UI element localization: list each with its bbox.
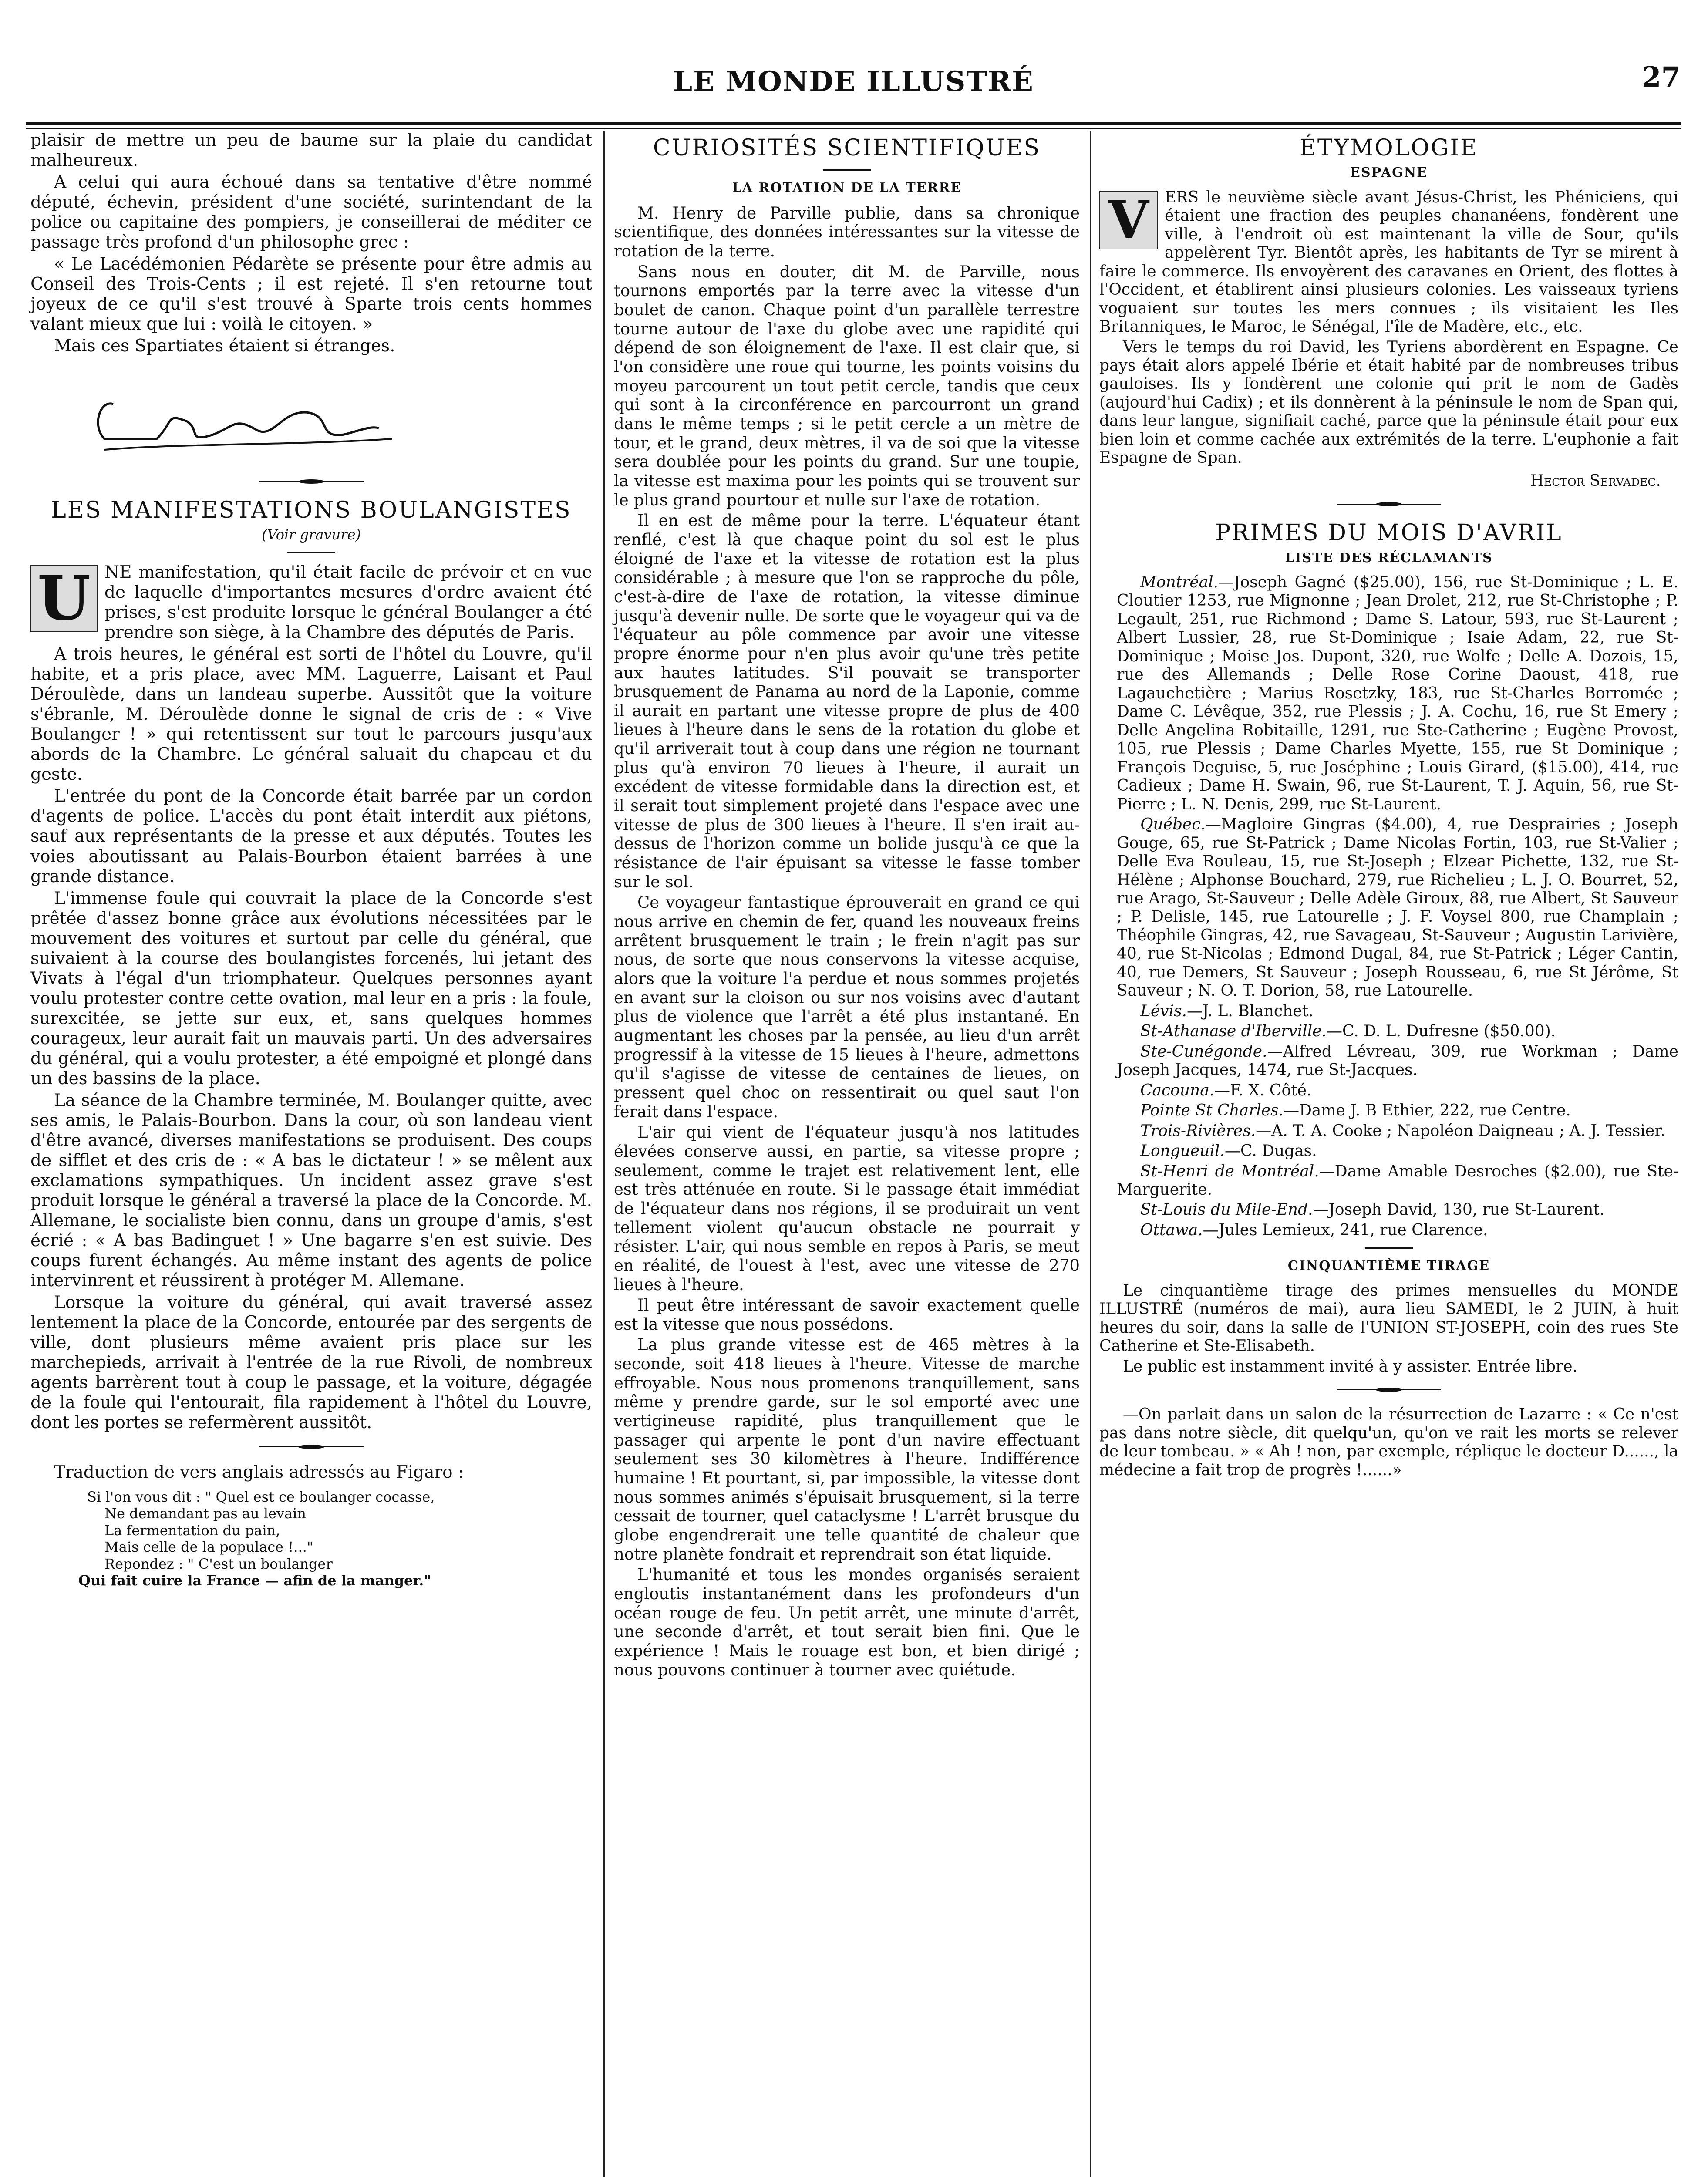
entry-text: —Dame J. B Ethier, 222, rue Centre. [1284,1102,1571,1120]
entry-text: —Joseph David, 130, rue St-Laurent. [1313,1201,1605,1219]
claimant-entry [1099,1122,1678,1140]
paragraph: Le cinquantième tirage des primes mensuelles du MONDE ILLUSTRÉ (numéros de mai), aura lieu SAMEDI, le 2 JUIN, à huit heures du soir, dans la salle de l'UNION ST-JOSEPH, coin des rues Ste Catherine et Ste-Elisabeth. [1099,1281,1678,1355]
entry-text: —C. Dugas. [1224,1142,1317,1160]
signature [30,374,592,465]
entry-place: Ottawa. [1140,1221,1203,1239]
column-1 [30,131,592,1589]
page-number: 27 [1641,61,1681,94]
claimant-entry [1099,1002,1678,1021]
ornament-divider [259,478,364,485]
entry-text: —Magloire Gingras ($4.00), 4, rue Desprairies ; Joseph Gouge, 65, rue St-Patrick ; Dame Nicolas Fortin, 103, rue St-Valier ; Delle Eva Rouleau, 15, rue St-Joseph ; Elzear Pichette, 132, rue St-Hélène ; Alphonse Bouchard, 279, rue Richelieu ; L. J. O. Bourret, 52, rue Arago, St-Sauveur ; Delle Adèle Giroux, 88, rue Albert, St Sauveur ; P. Delisle, 145, rue Latourelle ; J. F. Voysel 800, rue Champlain ; Théophile Gingras, 42, rue Savageau, St-Sauveur ; Augustin Larivière, 40, rue St-Nicolas ; Edmond Dugal, 84, rue St-Patrick ; Léger Cantin, 40, rue Demers, St Sauveur ; Joseph Rousseau, 6, rue St Jérôme, St Sauveur ; N. O. T. Dorion, 58, rue Latourelle. [1117,816,1678,1000]
page-header [26,52,1681,126]
verse-line: La fermentation du pain, [104,1522,280,1539]
verse-line: Qui fait cuire la France — afin de la manger." [78,1572,431,1589]
claimant-entry [1099,1022,1678,1041]
author: Hector Servadec. [1530,472,1661,490]
anecdote: —On parlait dans un salon de la résurrection de Lazarre : « Ce n'est pas dans notre siècle, dit quelqu'un, qu'on ve rait les morts se relever de leur tombeau. » « Ah ! non, par exemple, réplique le docteur D......, la médecine a fait trop de progrès !......» [1099,1405,1678,1479]
entry-place: Trois-Rivières. [1140,1122,1256,1140]
column-divider [603,131,605,2177]
entry-place: Montréal. [1140,573,1219,591]
paragraph: Sans nous en douter, dit M. de Parville, nous tournons emportés par la terre avec la vitesse d'un boulet de canon. Chaque point d'un parallèle terrestre tourne autour de l'axe du globe avec une rapidité qui dépend de son éloignement de l'axe. Il est clair que, si l'on considère une roue qui tourne, les points voisins du moyeu parcourent un tout petit cercle, tandis que ceux qui sont à la circonférence en parcourront un grand dans le même temps ; si le petit cercle a un mètre de tour, et le grand, deux mètres, il va de soi que la vitesse sera doublée pour les points du grand. Sur une toupie, la vitesse est maxima pour les points qui se trouvent sur le plus grand pourtour et nulle sur l'axe de rotation. [614,262,1080,509]
paragraph: Lorsque la voiture du général, qui avait traversé assez lentement la place de la Concorde, entourée par des sergents de ville, dont plusieurs même avaient pris place sur les marchepieds, arrivait à l'entrée de la rue Rivoli, de nombreux agents barrèrent tout à coup le passage, et la voiture, dégagée de la foule qui l'entourait, fila rapidement à l'hôtel du Louvre, dont les portes se refermèrent aussitôt. [30,1292,592,1432]
verse-line: Ne demandant pas au levain [104,1505,306,1522]
paragraph: L'air qui vient de l'équateur jusqu'à nos latitudes élevées conserve aussi, en partie, sa vitesse propre ; seulement, comme le trajet est relativement lent, elle est très atténuée en route. Si le passage était immédiat de l'équateur dans nos régions, il se produirait un vent tellement violent qu'aucun obstacle ne pourrait y résister. L'air, qui nous semble en repos à Paris, se meut en réalité, de l'ouest à l'est, avec une vitesse de 270 lieues à l'heure. [614,1123,1080,1294]
short-rule [287,552,335,553]
claimant-entry [1099,573,1678,814]
paragraph: M. Henry de Parville publie, dans sa chronique scientifique, des données intéressantes sur la vitesse de rotation de la terre. [614,203,1080,261]
entry-place: Ste-Cunégonde. [1140,1042,1267,1061]
claimant-entry [1099,1201,1678,1219]
quote-paragraph: « Le Lacédémonien Pédarète se présente pour être admis au Conseil des Trois-Cents ; il est rejeté. Il s'en retourne tout joyeux de ce qu'il s'est trouvé à Sparte trois cents hommes valant mieux que lui : voilà le citoyen. » [30,254,592,334]
drop-cap: V [1099,191,1158,249]
paragraph: A trois heures, le général est sorti de l'hôtel du Louvre, qu'il habite, et a pris place, avec MM. Laguerre, Laisant et Paul Déroulède, dans un landeau superbe. Aussitôt que la voiture s'ébranle, M. Déroulède donne le signal de cris de : « Vive Boulanger ! » qui retentissent sur tout le parcours jusqu'aux abords de la Chambre. Le général saluait du chapeau et du geste. [30,644,592,785]
article-title: ÉTYMOLOGIE [1299,135,1479,161]
section-subtitle: LISTE DES RÉCLAMANTS [1285,550,1493,566]
entry-text: —J. L. Blanchet. [1186,1002,1314,1020]
claimant-entry [1099,1163,1678,1200]
paragraph: Il peut être intéressant de savoir exactement quelle est la vitesse que nous possédons. [614,1296,1080,1334]
ornament-divider [1337,501,1441,508]
entry-place: Québec. [1140,816,1206,834]
entry-text: —C. D. L. Dufresne ($50.00). [1327,1022,1556,1041]
entry-place: Longueuil. [1140,1142,1225,1160]
paragraph: Le public est instamment invité à y assister. Entrée libre. [1123,1357,1578,1375]
short-rule [1365,1247,1413,1249]
signature-graphic [30,374,422,465]
paragraph: NE manifestation, qu'il était facile de prévoir et en vue de laquelle d'importantes mesures d'ordre avaient été prises, s'est produite lorsque le général Boulanger a été prendre son siège, à la Chambre des députés de Paris. [104,563,592,643]
entry-text: —Dame Amable Desroches ($2.00), rue Ste-Marguerite. [1117,1162,1678,1199]
entry-text: —F. X. Côté. [1214,1081,1312,1099]
article-subtitle: ESPAGNE [1350,165,1428,181]
paragraph: Mais ces Spartiates étaient si étranges. [54,336,395,356]
header-rule [26,122,1681,125]
paragraph: La séance de la Chambre terminée, M. Boulanger quitte, avec ses amis, le Palais-Bourbon. Dans la cour, où son landeau vient d'être avancé, diverses manifestations se produisent. Des coups de sifflet et des cris de : « A bas le dictateur ! » se mêlent aux exclamations sympathiques. Un incident assez grave s'est produit lorsque le général a traversé la place de la Concorde. M. Allemane, le socialiste bien connu, dans un groupe d'amis, s'est écrié : « A bas Badinguet ! » Une bagarre s'en est suivie. Des coups furent échangés. Au même instant des agents de police intervinrent et réussirent à protéger M. Allemane. [30,1090,592,1291]
verse-line: Repondez : " C'est un boulanger [104,1555,333,1572]
entry-place: St-Louis du Mile-End. [1140,1201,1313,1219]
drop-cap: U [30,565,98,632]
article-subtitle: LA ROTATION DE LA TERRE [732,180,962,196]
column-3 [1099,131,1678,1481]
header-rule-thin [26,128,1681,129]
claimant-entry [1099,1082,1678,1100]
article-title: CURIOSITÉS SCIENTIFIQUES [653,135,1041,161]
verse-line: Mais celle de la populace !..." [104,1539,313,1556]
entry-text: —A. T. A. Cooke ; Napoléon Daigneau ; A. J. Tessier. [1256,1122,1665,1140]
article-title: LES MANIFESTATIONS BOULANGISTES [51,497,572,524]
claimant-entry [1099,1142,1678,1160]
paragraph: Vers le temps du roi David, les Tyriens abordèrent en Espagne. Ce pays était alors appelé Ibérie et était habité par de nombreuses tribus gauloises. Ils y fondèrent une colonie qui prit le nom de Gadès (aujourd'hui Cadix) ; et ils donnèrent à la péninsule le nom de Span qui, dans leur langue, signifiait caché, parce que la péninsule était pour eux bien loin et comme cachée aux extrémités de la terre. L'euphonie a fait Espagne de Span. [1099,338,1678,467]
entry-place: Cacouna. [1140,1081,1215,1099]
verse [78,1488,592,1589]
column-divider [1090,131,1091,2177]
paragraph: L'humanité et tous les mondes organisés seraient engloutis instantanément dans les profondeurs d'un océan rouge de feu. Un petit arrêt, une minute d'arrêt, une seconde d'arrêt, et tout serait bien fini. Que le expérience ! Mais le rouage est bon, et bien dirigé ; nous pouvons continuer à tourner avec quiétude. [614,1565,1080,1679]
claimant-entry [1099,1043,1678,1080]
entry-place: St-Henri de Montréal. [1140,1162,1319,1180]
entry-text: —Jules Lemieux, 241, rue Clarence. [1203,1221,1488,1239]
article-subtitle: (Voir gravure) [262,526,361,543]
ornament-divider [259,1443,364,1450]
entry-place: Pointe St Charles. [1140,1102,1284,1120]
claimant-entry [1099,1102,1678,1120]
masthead: LE MONDE ILLUSTRÉ [673,65,1034,98]
verse-line: Si l'on vous dit : " Quel est ce boulanger cocasse, [87,1488,435,1505]
paragraph: ERS le neuvième siècle avant Jésus-Christ, les Phéniciens, qui étaient une fraction des peuples chananéens, fondèrent une ville, à l'endroit où est maintenant la ville de Sour, qu'ils appelèrent Tyr. Bientôt après, les habitants de Tyr se mirent à faire le commerce. Ils envoyèrent des caravanes en Orient, des flottes à l'Occident, et établirent ainsi plusieurs colonies. Les vaisseaux tyriens voguaient sur toutes les mers connues ; ils visitaient les Iles Britanniques, le Maroc, le Sénégal, l'île de Madère, etc., etc. [1099,188,1678,336]
claimant-entry [1099,1221,1678,1240]
short-rule [823,169,871,171]
paragraph: La plus grande vitesse est de 465 mètres à la seconde, soit 418 lieues à l'heure. Vitesse de marche effroyable. Nous nous promenons tranquillement, sans même y prendre garde, sur le sol emporté avec une vertigineuse rapidité, plus tranquillement que le passager qui arpente le pont d'un navire effectuant seulement ses 30 kilomètres à l'heure. Indifférence humaine ! Et pourtant, si, par impossible, la vitesse dont nous sommes animés s'épuisait brusquement, si la terre cessait de tourner, quel cataclysme ! L'arrêt brusque du globe engendrerait une telle quantité de chaleur que notre planète fondrait et reprendrait son état liquide. [614,1335,1080,1564]
paragraph: L'entrée du pont de la Concorde était barrée par un cordon d'agents de police. L'accès du pont était interdit aux piétons, sauf aux représentants de la presse et aux députés. Toutes les voies aboutissant au Palais-Bourbon étaient barrées à une grande distance. [30,786,592,886]
entry-place: Lévis. [1140,1002,1187,1020]
claimant-list [1099,573,1678,1240]
entry-place: St-Athanase d'Iberville. [1140,1022,1327,1041]
entry-text: —Joseph Gagné ($25.00), 156, rue St-Dominique ; L. E. Cloutier 1253, rue Mignonne ; Jean Drolet, 212, rue St-Christophe ; P. Legault, 251, rue Richmond ; Dame S. Latour, 593, rue St-Laurent ; Albert Lussier, 28, rue St-Dominique ; Isaie Adam, 22, rue St-Dominique ; Moise Jos. Dupont, 320, rue Wolfe ; Delle A. Dozois, 15, rue des Allemands ; Delle Rose Corine Daoust, 418, rue Lagauchetière ; Marius Rosetzky, 183, rue St-Charles Borromée ; Dame C. Lévêque, 352, rue Plessis ; J. A. Cochu, 16, rue St Emery ; Delle Angelina Robitaille, 1291, rue Ste-Catherine ; Eugène Provost, 105, rue Plessis ; Dame Charles Myette, 155, rue St Dominique ; François Deguise, 5, rue Joséphine ; Louis Girard, ($15.00), 414, rue Cadieux ; Dame H. Swain, 96, rue St-Laurent, T. J. Aquin, 56, rue St-Pierre ; L. N. Denis, 299, rue St-Laurent. [1117,573,1678,813]
paragraph: Traduction de vers anglais adressés au Figaro : [54,1462,464,1482]
section-title: PRIMES DU MOIS D'AVRIL [1215,520,1563,546]
paragraph: A celui qui aura échoué dans sa tentative d'être nommé député, échevin, président d'une société, surintendant de la police ou capitaine des pompiers, je conseillerai de méditer ce passage très profond d'un philosophe grec : [30,172,592,253]
ornament-divider [1337,1386,1441,1393]
entry-text: —Alfred Lévreau, 309, rue Workman ; Dame Joseph Jacques, 1474, rue St-Jacques. [1117,1042,1678,1079]
column-2 [614,131,1080,1681]
paragraph: Il en est de même pour la terre. L'équateur étant renflé, c'est là que chaque point du sol est le plus éloigné de l'axe et la vitesse de rotation est la plus considérable ; à mesure que l'on se rapproche du pôle, c'est-à-dire de l'axe de rotation, la vitesse diminue jusqu'à devenir nulle. De sorte que le voyageur qui va de l'équateur au pôle commence par avoir une vitesse propre énorme pour n'en plus avoir qu'une très petite aux hautes latitudes. S'il pouvait se transporter brusquement de Panama au nord de la Laponie, comme il aurait en partant une vitesse propre de plus de 400 lieues à l'heure dans le sens de la rotation du globe et qu'il arriverait tout à coup dans une région ne tournant plus qu'à environ 70 lieues à l'heure, il aurait un excédent de vitesse formidable dans la direction est, et il serait tout simplement projeté dans l'espace avec une vitesse de plus de 300 lieues à l'heure. Il s'en irait au-dessus de l'horizon comme un bolide jusqu'à ce que la résistance de l'air épuisant sa vitesse le fasse tomber sur le sol. [614,511,1080,891]
section-subtitle: CINQUANTIÈME TIRAGE [1287,1258,1490,1274]
paragraph: plaisir de mettre un peu de baume sur la plaie du candidat malheureux. [30,131,592,171]
claimant-entry [1099,816,1678,1001]
paragraph: Ce voyageur fantastique éprouverait en grand ce qui nous arrive en chemin de fer, quand les nouveaux freins arrêtent brusquement le train ; le frein n'agit pas sur nous, de sorte que nous conservons la vitesse acquise, alors que la voiture l'a perdue et nous sommes projetés en avant sur la cloison ou sur nos voisins avec d'autant plus de violence que l'arrêt a été plus instantané. En augmentant les choses par la pensée, au lieu d'un arrêt progressif à la vitesse de 15 lieues à l'heure, admettons qu'il s'agisse de vitesse de centaines de lieues, on pressent quel choc on ressentirait ou quel saut l'on ferait dans l'espace. [614,893,1080,1121]
paragraph: L'immense foule qui couvrait la place de la Concorde s'est prêtée d'assez bonne grâce aux évolutions nécessitées par le mouvement des voitures et surtout par celle du général, que suivaient à la course des boulangistes forcenés, lui jetant des Vivats à l'égal d'un triomphateur. Quelques personnes ayant voulu protester contre cette ovation, mal leur en a pris : la foule, surexcitée, se jette sur eux, et, sans quelques hommes courageux, leur aurait fait un mauvais parti. Un des adversaires du général, qui a voulu protester, a été empoigné et plongé dans un des bassins de la place. [30,888,592,1088]
